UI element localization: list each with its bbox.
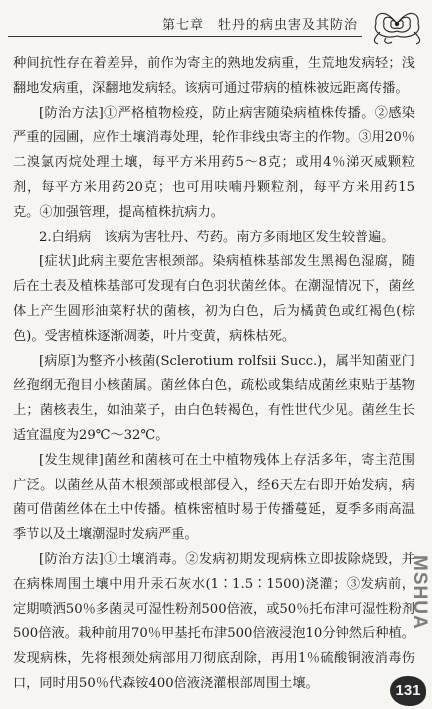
header-rule xyxy=(8,36,362,37)
chapter-title: 第七章 牡丹的病虫害及其防治 xyxy=(161,18,358,33)
page-body xyxy=(13,52,415,697)
page-header xyxy=(0,0,432,40)
side-watermark-text: MSHUA xyxy=(409,555,430,630)
occurrence-pattern-paragraph: [发生规律]菌丝和菌核可在土中植物残体上存活多年，寄主范围广泛。以菌丝从苗木根颈部或根部侵入，经6天左右即开始发病，病菌可借菌丝体在土中传播。植株密植时易于传播蔓延，夏季多雨高温季节以及土壤潮湿时发病严重。 xyxy=(13,452,415,543)
symptoms-paragraph: [症状]此病主要危害根颈部。染病植株基部发生黑褐色湿腐，随后在土表及植株基部可发现有白色羽状菌丝体。在潮湿情况下，菌丝体上产生圆形油菜籽状的菌核，初为白色，后为橘黄色或红褐色(棕色)。受害植株逐渐凋萎，叶片变黄，病株枯死。 xyxy=(13,254,415,344)
page-number: 131 xyxy=(390,676,426,706)
control-methods-paragraph: [防治方法]①严格植物检疫，防止病害随染病植株传播。②感染严重的园圃，应作土壤消毒处理，轮作非线虫寄主的作物。③用20％二溴氯丙烷处理土壤，每平方米用药5～8克；或用4％涕灭威颗粒剂，每平方米用药20克；也可用呋喃丹颗粒剂，每平方米用药15克。④加强管理，提高植株抗病力。 xyxy=(13,105,415,220)
peony-flower-icon xyxy=(368,2,426,46)
continued-paragraph: 种间抗性存在着差异，前作为寄主的熟地发病重，生荒地发病轻；浅翻地发病重，深翻地发病轻。该病可通过带病的植株被远距离传播。 xyxy=(13,56,415,96)
pathogen-paragraph: [病原]为整齐小核菌(Sclerotium rolfsii Succ.)，属半知菌亚门丝孢纲无孢目小核菌属。菌丝体白色，疏松或集结成菌丝束贴于基物上；菌核表生，如油菜子，由白色转褐色，有性世代少见。菌丝生长适宜温度为29℃～32℃。 xyxy=(13,353,415,443)
control-methods-paragraph-2: [防治方法]①土壤消毒。②发病初期发现病株立即拔除烧毁，并在病株周围土壤中用升汞石灰水(1∶1.5∶1500)浇灌；③发病前，定期喷洒50％多菌灵可湿性粉剂500倍液，或50％托布津可湿性粉剂500倍液。栽种前用70％甲基托布津500倍液浸泡10分钟然后种植。发现病株，先将根颈处病部用刀彻底刮除，再用1％硫酸铜液消毒伤口，同时用50％代森铵400倍液浇灌根部周围土壤。 xyxy=(13,551,415,691)
section-heading-white-rot: 2.白绢病 该病为害牡丹、芍药。南方多雨地区发生较普遍。 xyxy=(39,229,395,245)
